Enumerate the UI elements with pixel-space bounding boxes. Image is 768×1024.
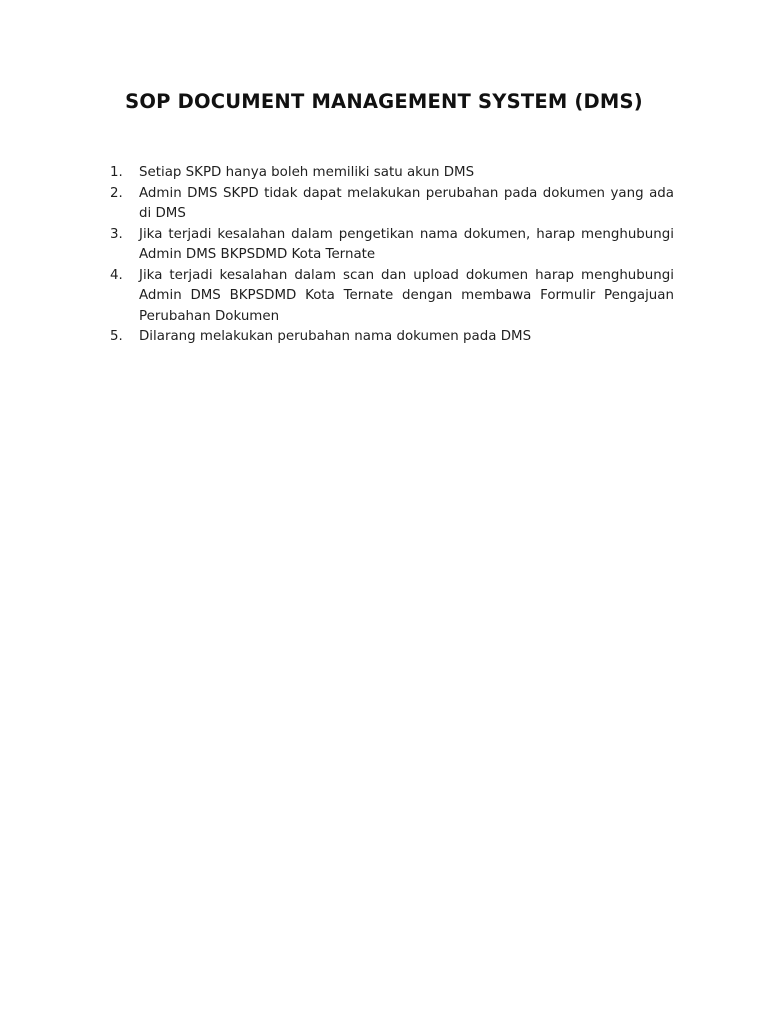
- sop-list: [110, 163, 674, 348]
- list-item-text: Jika terjadi kesalahan dalam pengetikan nama dokumen, harap menghubungi Admin DMS BKPSDMD Kota Ternate: [139, 226, 674, 262]
- list-item-text: Jika terjadi kesalahan dalam scan dan upload dokumen harap menghubungi Admin DMS BKPSDMD Kota Ternate dengan membawa Formulir Pengajuan Perubahan Dokumen: [139, 267, 674, 324]
- list-item: [110, 266, 674, 328]
- list-item-number: 5.: [110, 329, 123, 344]
- list-item-number: 1.: [110, 165, 123, 180]
- document-title: SOP DOCUMENT MANAGEMENT SYSTEM (DMS): [125, 90, 643, 113]
- list-item-number: 3.: [110, 226, 123, 242]
- list-item: [110, 327, 674, 348]
- list-item-number: 4.: [110, 267, 123, 283]
- list-item-text: Admin DMS SKPD tidak dapat melakukan perubahan pada dokumen yang ada di DMS: [139, 185, 674, 221]
- list-item: [110, 184, 674, 225]
- list-item-text: Dilarang melakukan perubahan nama dokumen pada DMS: [139, 329, 532, 344]
- list-item-text: Setiap SKPD hanya boleh memiliki satu akun DMS: [139, 165, 475, 180]
- list-item-number: 2.: [110, 185, 123, 201]
- list-item: [110, 163, 674, 184]
- list-item: [110, 225, 674, 266]
